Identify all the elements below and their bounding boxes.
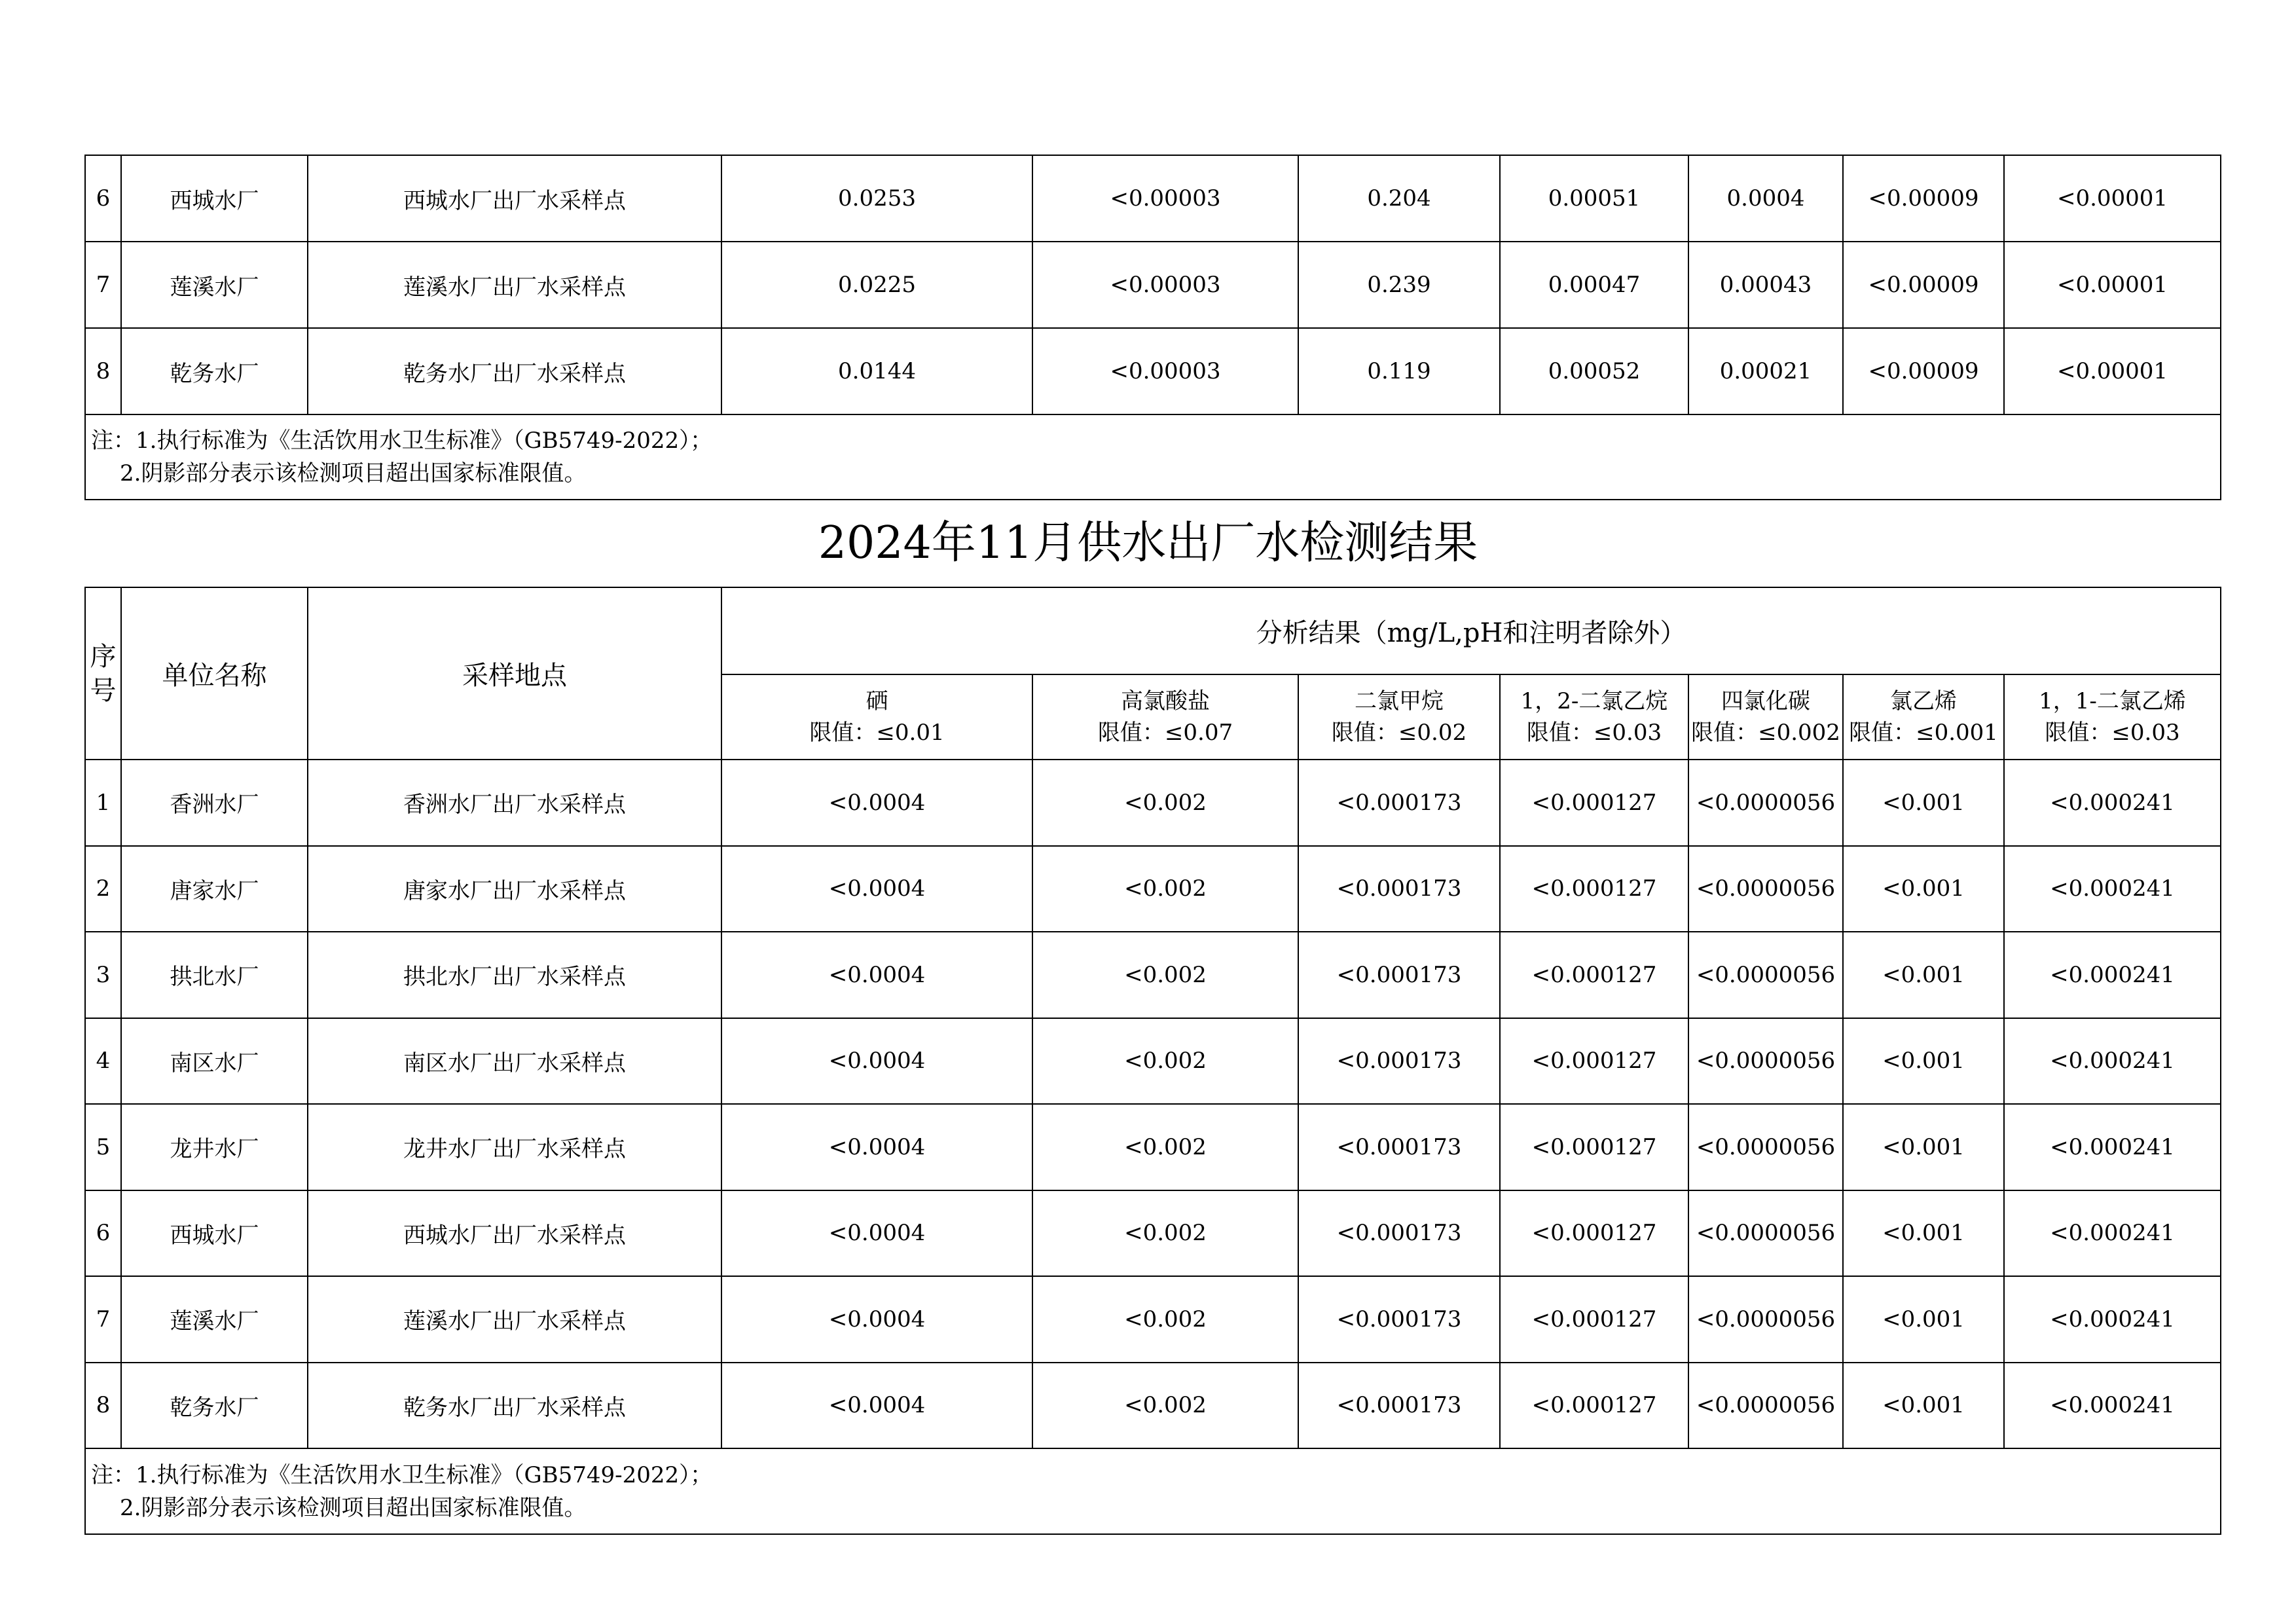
sampling-site: 唐家水厂出厂水采样点	[308, 846, 721, 932]
result-value: <0.000241	[2004, 1363, 2221, 1449]
result-value: 0.0144	[721, 328, 1032, 414]
row-number: 2	[85, 846, 121, 932]
result-value: <0.002	[1032, 932, 1298, 1018]
note-line-1: 注：1.执行标准为《生活饮用水卫生标准》（GB5749-2022）；	[91, 428, 713, 454]
result-value: <0.001	[1843, 1363, 2004, 1449]
table-row	[85, 1276, 2221, 1363]
result-value: 0.119	[1298, 328, 1500, 414]
param-limit: 限值：≤0.03	[1526, 720, 1662, 746]
sampling-site: 西城水厂出厂水采样点	[308, 155, 721, 242]
result-value: <0.000127	[1500, 1276, 1688, 1363]
result-value: <0.001	[1843, 932, 2004, 1018]
result-value: <0.000173	[1298, 1363, 1500, 1449]
main-table-header	[85, 587, 2221, 760]
result-value: <0.00003	[1032, 155, 1298, 242]
row-number: 7	[85, 1276, 121, 1363]
param-limit: 限值：≤0.07	[1097, 720, 1233, 746]
result-value: <0.002	[1032, 1104, 1298, 1190]
result-value: 0.00051	[1500, 155, 1688, 242]
note-cell	[85, 1448, 2221, 1534]
row-number: 3	[85, 932, 121, 1018]
analysis-group-header: 分析结果（mg/L,pH和注明者除外）	[721, 587, 2221, 674]
param-limit: 限值：≤0.002	[1691, 720, 1840, 746]
result-value: <0.000127	[1500, 846, 1688, 932]
result-value: 0.204	[1298, 155, 1500, 242]
seq-header	[85, 587, 121, 760]
result-value: <0.002	[1032, 1276, 1298, 1363]
table-row	[85, 242, 2221, 328]
result-value: <0.0004	[721, 1190, 1032, 1277]
result-value: 0.00021	[1688, 328, 1843, 414]
result-value: <0.00009	[1843, 155, 2004, 242]
result-value: <0.0000056	[1688, 846, 1843, 932]
result-value: <0.000241	[2004, 760, 2221, 846]
unit-name: 龙井水厂	[121, 1104, 308, 1190]
main-results-table	[84, 587, 2221, 1535]
result-value: <0.0000056	[1688, 1276, 1843, 1363]
unit-name: 乾务水厂	[121, 328, 308, 414]
page-title: 2024年11月供水出厂水检测结果	[818, 517, 1478, 569]
result-value: 0.00043	[1688, 242, 1843, 328]
unit-name: 南区水厂	[121, 1018, 308, 1105]
result-value: <0.001	[1843, 1190, 2004, 1277]
table-row	[85, 155, 2221, 242]
result-value: <0.00003	[1032, 242, 1298, 328]
row-number: 6	[85, 1190, 121, 1277]
result-value: <0.002	[1032, 1018, 1298, 1105]
result-value: <0.00003	[1032, 328, 1298, 414]
result-value: <0.002	[1032, 846, 1298, 932]
param-name: 1，2-二氯乙烷	[1520, 688, 1668, 714]
result-value: <0.000173	[1298, 1190, 1500, 1277]
result-value: <0.002	[1032, 760, 1298, 846]
table-row	[85, 1190, 2221, 1277]
result-value: <0.0004	[721, 1104, 1032, 1190]
sampling-site: 乾务水厂出厂水采样点	[308, 328, 721, 414]
param-name: 氯乙烯	[1890, 688, 1957, 714]
result-value: <0.000241	[2004, 932, 2221, 1018]
param-header	[1843, 674, 2004, 760]
result-value: 0.239	[1298, 242, 1500, 328]
result-value: <0.00001	[2004, 155, 2221, 242]
result-value: <0.0004	[721, 1276, 1032, 1363]
result-value: <0.00001	[2004, 328, 2221, 414]
param-name: 高氯酸盐	[1121, 688, 1210, 714]
result-value: <0.0004	[721, 846, 1032, 932]
unit-name: 西城水厂	[121, 155, 308, 242]
note-line-1: 注：1.执行标准为《生活饮用水卫生标准》（GB5749-2022）；	[91, 1461, 713, 1488]
unit-name: 西城水厂	[121, 1190, 308, 1277]
result-value: <0.000241	[2004, 1276, 2221, 1363]
row-number: 1	[85, 760, 121, 846]
result-value: <0.000127	[1500, 760, 1688, 846]
result-value: <0.000127	[1500, 932, 1688, 1018]
result-value: 0.00052	[1500, 328, 1688, 414]
result-value: 0.00047	[1500, 242, 1688, 328]
result-value: <0.002	[1032, 1363, 1298, 1449]
result-value: <0.000173	[1298, 1104, 1500, 1190]
table-row	[85, 846, 2221, 932]
result-value: <0.000241	[2004, 1190, 2221, 1277]
top-table-body	[85, 155, 2221, 500]
param-header	[1500, 674, 1688, 760]
result-value: <0.0004	[721, 932, 1032, 1018]
result-value: <0.000173	[1298, 846, 1500, 932]
row-number: 8	[85, 328, 121, 414]
result-value: <0.000127	[1500, 1190, 1688, 1277]
result-value: 0.0253	[721, 155, 1032, 242]
result-value: <0.000241	[2004, 846, 2221, 932]
result-value: <0.001	[1843, 760, 2004, 846]
param-name: 二氯甲烷	[1355, 688, 1444, 714]
param-header	[721, 674, 1032, 760]
result-value: <0.001	[1843, 1104, 2004, 1190]
seq-header-line1: 序	[90, 641, 117, 672]
table-row	[85, 328, 2221, 414]
unit-name: 乾务水厂	[121, 1363, 308, 1449]
result-value: <0.000173	[1298, 1276, 1500, 1363]
unit-name: 莲溪水厂	[121, 1276, 308, 1363]
result-value: <0.0000056	[1688, 1190, 1843, 1277]
param-name: 四氯化碳	[1721, 688, 1810, 714]
result-value: <0.001	[1843, 1276, 2004, 1363]
table-row	[85, 1018, 2221, 1105]
result-value: <0.001	[1843, 1018, 2004, 1105]
result-value: <0.000241	[2004, 1018, 2221, 1105]
result-value: 0.0004	[1688, 155, 1843, 242]
sampling-site: 龙井水厂出厂水采样点	[308, 1104, 721, 1190]
result-value: <0.000127	[1500, 1363, 1688, 1449]
unit-header: 单位名称	[121, 587, 308, 760]
row-number: 8	[85, 1363, 121, 1449]
unit-name: 拱北水厂	[121, 932, 308, 1018]
note-row	[85, 414, 2221, 500]
param-header	[1032, 674, 1298, 760]
result-value: <0.0004	[721, 760, 1032, 846]
table-row	[85, 1104, 2221, 1190]
param-name: 1，1-二氯乙烯	[2039, 688, 2186, 714]
param-header	[1688, 674, 1843, 760]
result-value: <0.000127	[1500, 1018, 1688, 1105]
result-value: <0.000173	[1298, 1018, 1500, 1105]
result-value: <0.0000056	[1688, 760, 1843, 846]
row-number: 7	[85, 242, 121, 328]
result-value: <0.0000056	[1688, 932, 1843, 1018]
seq-header-line2: 号	[90, 675, 117, 706]
table-row	[85, 760, 2221, 846]
top-results-table	[84, 155, 2221, 500]
site-header: 采样地点	[308, 587, 721, 760]
result-value: <0.00009	[1843, 328, 2004, 414]
param-limit: 限值：≤0.02	[1331, 720, 1467, 746]
result-value: <0.0004	[721, 1018, 1032, 1105]
note-row	[85, 1448, 2221, 1534]
result-value: <0.00009	[1843, 242, 2004, 328]
unit-name: 莲溪水厂	[121, 242, 308, 328]
sampling-site: 拱北水厂出厂水采样点	[308, 932, 721, 1018]
result-value: <0.0000056	[1688, 1363, 1843, 1449]
result-value: 0.0225	[721, 242, 1032, 328]
row-number: 4	[85, 1018, 121, 1105]
result-value: <0.00001	[2004, 242, 2221, 328]
result-value: <0.0004	[721, 1363, 1032, 1449]
param-limit: 限值：≤0.01	[809, 720, 945, 746]
result-value: <0.002	[1032, 1190, 1298, 1277]
table-row	[85, 1363, 2221, 1449]
result-value: <0.000173	[1298, 932, 1500, 1018]
row-number: 5	[85, 1104, 121, 1190]
param-header	[1298, 674, 1500, 760]
sampling-site: 南区水厂出厂水采样点	[308, 1018, 721, 1105]
note-cell	[85, 414, 2221, 500]
param-name: 硒	[866, 688, 888, 714]
note-line-2: 2.阴影部分表示该检测项目超出国家标准限值。	[120, 1494, 587, 1521]
sampling-site: 乾务水厂出厂水采样点	[308, 1363, 721, 1449]
param-limit: 限值：≤0.03	[2045, 720, 2180, 746]
param-limit: 限值：≤0.001	[1849, 720, 1998, 746]
result-value: <0.0000056	[1688, 1104, 1843, 1190]
sampling-site: 莲溪水厂出厂水采样点	[308, 242, 721, 328]
result-value: <0.000173	[1298, 760, 1500, 846]
result-value: <0.001	[1843, 846, 2004, 932]
row-number: 6	[85, 155, 121, 242]
note-line-2: 2.阴影部分表示该检测项目超出国家标准限值。	[120, 460, 587, 487]
unit-name: 香洲水厂	[121, 760, 308, 846]
result-value: <0.000127	[1500, 1104, 1688, 1190]
result-value: <0.0000056	[1688, 1018, 1843, 1105]
unit-name: 唐家水厂	[121, 846, 308, 932]
sampling-site: 西城水厂出厂水采样点	[308, 1190, 721, 1277]
main-table-body	[85, 760, 2221, 1534]
table-row	[85, 932, 2221, 1018]
sampling-site: 香洲水厂出厂水采样点	[308, 760, 721, 846]
result-value: <0.000241	[2004, 1104, 2221, 1190]
header-row-group	[85, 587, 2221, 674]
sampling-site: 莲溪水厂出厂水采样点	[308, 1276, 721, 1363]
param-header	[2004, 674, 2221, 760]
